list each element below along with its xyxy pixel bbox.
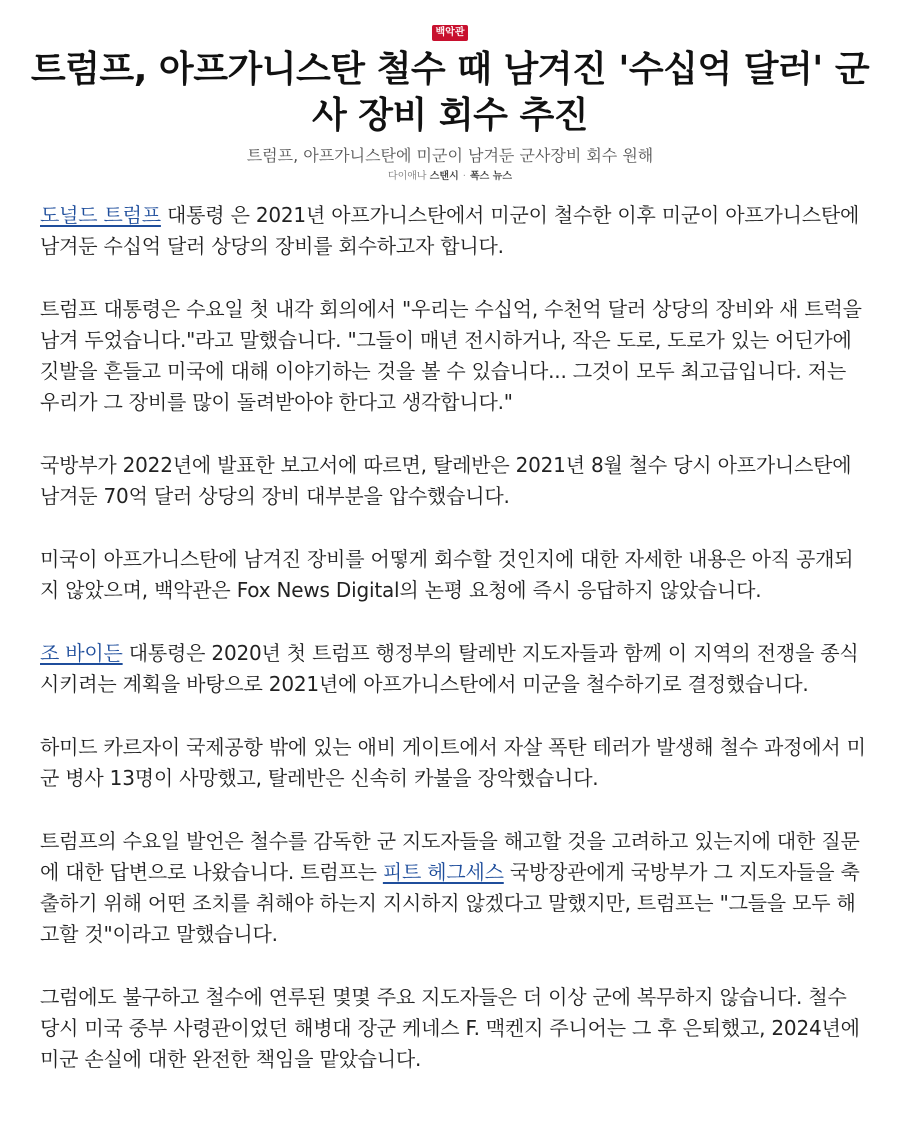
paragraph-2: 트럼프 대통령은 수요일 첫 내각 회의에서 "우리는 수십억, 수천억 달러 상당의 장비와 새 트럭을 남겨 두었습니다."라고 말했습니다. "그들이 매년 전시하거나, 작은 도로, 도로가 있는 어딘가에 깃발을 흔들고 미국에 대해 이야기하는 것을 볼 수 있습니다... 그것이 모두 최고급입니다. 저는 우리가 그 장비를 많이 돌려받아야 한다고 생각합니다.": [40, 297, 862, 414]
paragraph-8: 그럼에도 불구하고 철수에 연루된 몇몇 주요 지도자들은 더 이상 군에 복무하지 않습니다. 철수 당시 미국 중부 사령관이었던 해병대 장군 케네스 F. 맥켄지 주니어는 그 후 은퇴했고, 2024년에 미군 손실에 대한 완전한 책임을 맡았습니다.: [40, 985, 860, 1071]
paragraph-7: [40, 826, 870, 950]
byline-separator: ·: [462, 171, 466, 182]
paragraph-5: [40, 638, 870, 700]
byline-source[interactable]: 폭스 뉴스: [469, 171, 513, 182]
link-donald-trump[interactable]: 도널드 트럼프: [40, 203, 161, 227]
byline-author[interactable]: 스탠시: [429, 171, 459, 182]
article-title: 트럼프, 아프가니스탄 철수 때 남겨진 '수십억 달러' 군사 장비 회수 추진: [30, 49, 870, 136]
byline: [0, 170, 900, 184]
link-joe-biden[interactable]: 조 바이든: [40, 641, 123, 665]
paragraph-1: [40, 200, 870, 262]
article-header: [0, 0, 900, 184]
article-body: [40, 200, 870, 1107]
paragraph-7-text-before: 트럼프의 수요일 발언은 철수를 감독한 군 지도자들을 해고할 것을 고려하고 있는지에 대한 질문에 대한 답변으로 나왔습니다. 트럼프는: [40, 829, 860, 884]
paragraph-4: 미국이 아프가니스탄에 남겨진 장비를 어떻게 회수할 것인지에 대한 자세한 내용은 아직 공개되지 않았으며, 백악관은 Fox News Digital의 논평 요청에 즉시 응답하지 않았습니다.: [40, 547, 854, 602]
paragraph-3: 국방부가 2022년에 발표한 보고서에 따르면, 탈레반은 2021년 8월 철수 당시 아프가니스탄에 남겨둔 70억 달러 상당의 장비 대부분을 압수했습니다.: [40, 453, 852, 508]
paragraph-5-text: 대통령은 2020년 첫 트럼프 행정부의 탈레반 지도자들과 함께 이 지역의 전쟁을 종식시키려는 계획을 바탕으로 2021년에 아프가니스탄에서 미군을 철수하기로 결정했습니다.: [40, 641, 859, 696]
link-pete-hegseth[interactable]: 피트 헤그세스: [382, 860, 504, 884]
paragraph-6: 하미드 카르자이 국제공항 밖에 있는 애비 게이트에서 자살 폭탄 테러가 발생해 철수 과정에서 미군 병사 13명이 사망했고, 탈레반은 신속히 카불을 장악했습니다.: [40, 735, 866, 790]
category-badge[interactable]: 백악관: [432, 25, 469, 41]
byline-prefix: 다이애나: [387, 171, 430, 182]
paragraph-1-text: 대통령 은 2021년 아프가니스탄에서 미군이 철수한 이후 미군이 아프가니스탄에 남겨둔 수십억 달러 상당의 장비를 회수하고자 합니다.: [40, 203, 860, 258]
paragraph-7-text-after: 국방장관에게 국방부가 그 지도자들을 축출하기 위해 어떤 조치를 취해야 하는지 지시하지 않겠다고 말했지만, 트럼프는 "그들을 모두 해고할 것"이라고 말했습니다.: [40, 860, 860, 946]
article-subtitle: 트럼프, 아프가니스탄에 미군이 남겨둔 군사장비 회수 원해: [246, 146, 654, 165]
